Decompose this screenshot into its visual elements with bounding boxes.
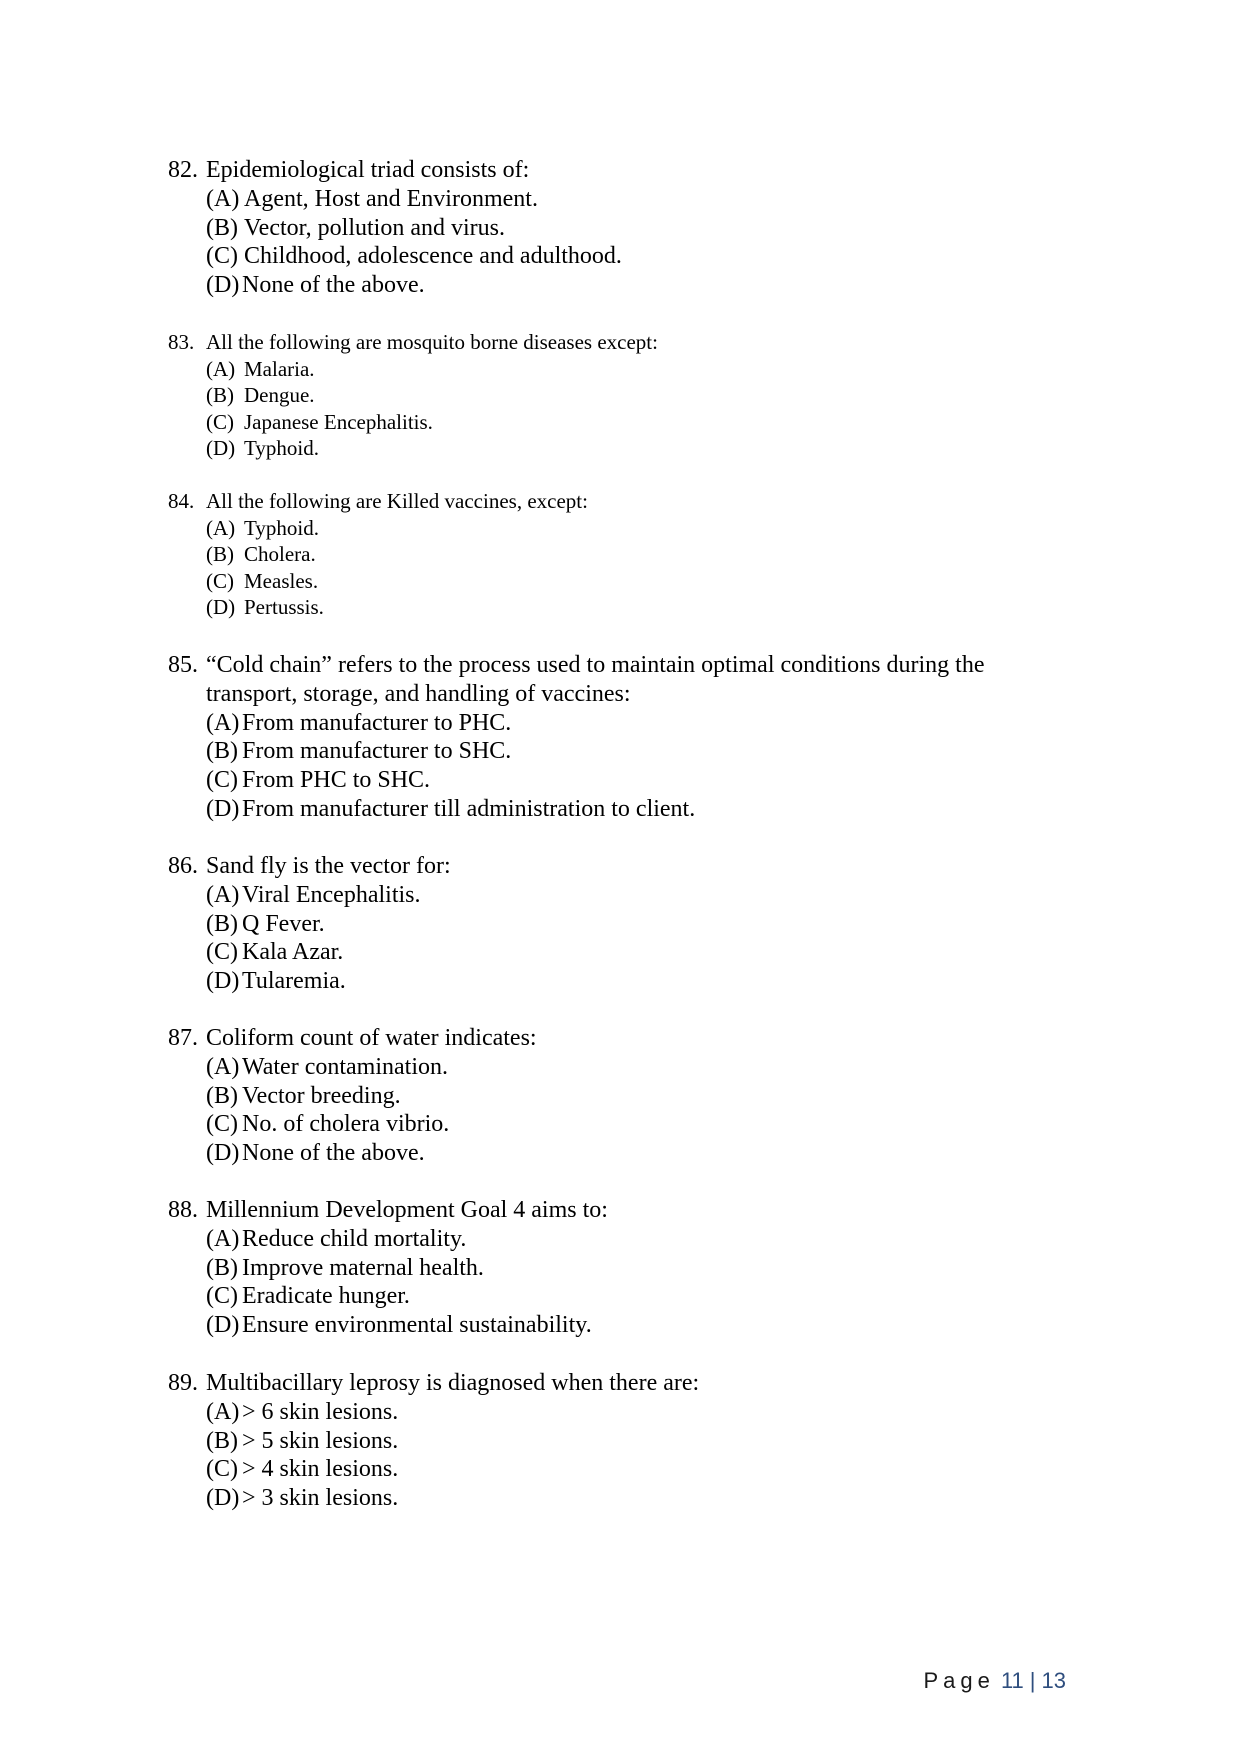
question-89 — [168, 1369, 1068, 1513]
question-83 — [168, 329, 1068, 462]
question-number: 87. — [168, 1025, 198, 1051]
options-list — [168, 709, 1068, 824]
question-number: 84. — [168, 489, 195, 513]
question-number: 85. — [168, 652, 198, 678]
question-82 — [168, 156, 1068, 300]
question-87 — [168, 1024, 1068, 1168]
question-85 — [168, 651, 1068, 824]
question-text: Sand fly is the vector for: — [206, 853, 451, 879]
option-d: (D) Tularemia. — [206, 968, 346, 995]
option-d: (D) Typhoid. — [206, 436, 319, 460]
option-b: (B) Dengue. — [206, 383, 315, 407]
option-b: (B) > 5 skin lesions. — [206, 1427, 399, 1454]
option-a: (A) Typhoid. — [206, 515, 319, 540]
option-b: (B) Improve maternal health. — [206, 1254, 484, 1281]
option-a: (A) > 6 skin lesions. — [206, 1398, 399, 1425]
option-a: (A) Reduce child mortality. — [206, 1225, 467, 1252]
question-88 — [168, 1196, 1068, 1340]
option-c: (C) No. of cholera vibrio. — [206, 1111, 450, 1138]
option-c: (C) > 4 skin lesions. — [206, 1456, 399, 1483]
options-list — [168, 515, 1068, 621]
options-list — [168, 881, 1068, 996]
option-d: (D) > 3 skin lesions. — [206, 1485, 399, 1512]
total-pages-number: 13 — [1041, 1668, 1066, 1693]
option-c: (C) Measles. — [206, 568, 319, 593]
current-page-number: 11 — [1000, 1668, 1024, 1693]
option-c: (C) From PHC to SHC. — [206, 767, 431, 794]
option-b: (B) Q Fever. — [206, 910, 325, 937]
option-a: (A) Viral Encephalitis. — [206, 881, 421, 908]
option-c: (C) Japanese Encephalitis. — [206, 409, 433, 434]
question-86 — [168, 852, 1068, 996]
option-c: (C) Kala Azar. — [206, 939, 344, 966]
options-list — [168, 185, 1068, 300]
options-list — [168, 356, 1068, 462]
options-list — [168, 1398, 1068, 1513]
question-number: 89. — [168, 1370, 198, 1396]
options-list — [168, 1225, 1068, 1340]
question-number: 86. — [168, 853, 198, 879]
question-text: Millennium Development Goal 4 aims to: — [206, 1197, 608, 1223]
page-separator: | — [1029, 1668, 1036, 1693]
question-text: Epidemiological triad consists of: — [206, 157, 530, 183]
question-text: “Cold chain” refers to the process used to maintain optimal conditions during the — [206, 652, 985, 678]
options-list — [168, 1053, 1068, 1168]
page-label: Page — [923, 1668, 995, 1693]
option-c: (C) Childhood, adolescence and adulthood. — [206, 243, 622, 270]
option-a: (A) From manufacturer to PHC. — [206, 709, 512, 736]
question-text: All the following are mosquito borne diseases except: — [206, 330, 658, 354]
option-d: (D) None of the above. — [206, 272, 425, 299]
question-84 — [168, 488, 1068, 621]
question-text: Multibacillary leprosy is diagnosed when there are: — [206, 1370, 700, 1396]
option-d: (D) Ensure environmental sustainability. — [206, 1312, 592, 1339]
question-text: All the following are Killed vaccines, except: — [206, 489, 588, 513]
option-a: (A) Water contamination. — [206, 1053, 448, 1080]
question-number: 82. — [168, 157, 198, 183]
option-b: (B) From manufacturer to SHC. — [206, 738, 512, 765]
question-number: 88. — [168, 1197, 198, 1223]
option-d: (D) None of the above. — [206, 1140, 425, 1167]
question-text: Coliform count of water indicates: — [206, 1025, 537, 1051]
option-a: (A) Malaria. — [206, 356, 315, 381]
option-c: (C) Eradicate hunger. — [206, 1283, 410, 1310]
option-d: (D) Pertussis. — [206, 595, 324, 619]
option-b: (B) Cholera. — [206, 542, 316, 566]
option-d: (D) From manufacturer till administration to client. — [206, 795, 696, 822]
option-b: (B) Vector, pollution and virus. — [206, 214, 505, 241]
option-b: (B) Vector breeding. — [206, 1082, 401, 1109]
option-a: (A) Agent, Host and Environment. — [206, 185, 538, 212]
question-text-continued: transport, storage, and handling of vaccines: — [206, 680, 631, 707]
question-number: 83. — [168, 330, 195, 354]
page-footer — [923, 1668, 1066, 1694]
